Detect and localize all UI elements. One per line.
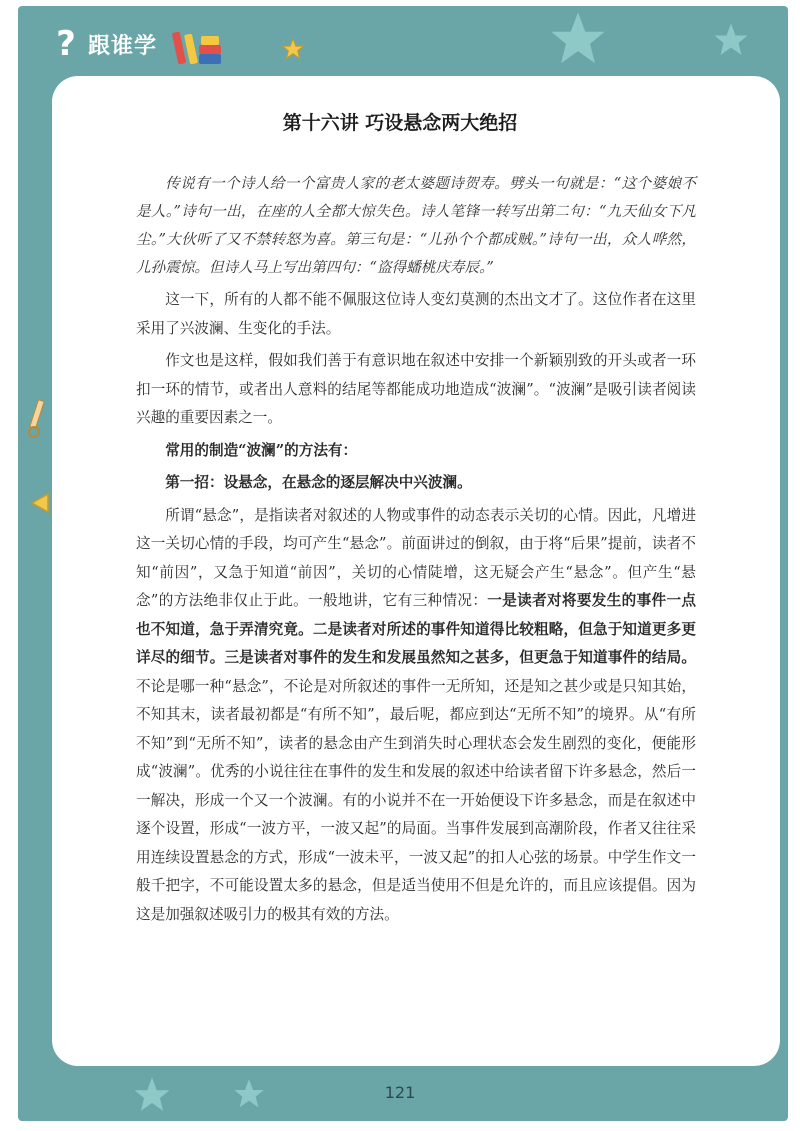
paragraph: 作文也是这样，假如我们善于有意识地在叙述中安排一个新颖别致的开头或者一环扣一环的情节，或者出人意料的结尾等都能成功地造成“波澜”。“波澜”是吸引读者阅读兴趣的重要因素之一。 — [136, 352, 696, 426]
paragraph-intro: 传说有一个诗人给一个富贵人家的老太婆题诗贺寿。劈头一句就是：“这个婆娘不是人。”诗句一出，在座的人全都大惊失色。诗人笔锋一转写出第二句：“九天仙女下凡尘。”大伙听了又不禁转怒为喜。第三句是：“儿孙个个都成贼。”诗句一出，众人哗然，儿孙震惊。但诗人马上写出第四句：“盗得蟠桃庆寿辰。” — [136, 175, 696, 276]
star-icon — [548, 10, 608, 68]
brand-logo — [50, 22, 225, 66]
paragraph-part: 所谓“悬念”，是指读者对叙述的人物或事件的动态表示关切的心情。因此，凡增进这一关切心情的手段，均可产生“悬念”。前面讲过的倒叙，由于将“后果”提前，读者不知“前因”，又急于知道“前因”，关切的心情陡增，这无疑会产生“悬念”。但产生“悬念”的方法绝非仅止于此。一般地讲，它有三种情况： — [136, 506, 696, 609]
books-icon — [171, 24, 225, 64]
question-mark-icon: ? — [56, 24, 76, 64]
pencil-icon — [26, 398, 48, 440]
triangle-icon — [30, 492, 50, 514]
article-body — [136, 170, 696, 929]
page-number: 121 — [384, 1083, 416, 1102]
section-heading: 常用的制造“波澜”的方法有： — [165, 441, 358, 459]
emphasis-text: 一是读者对将要发生的事件一点也不知道，急于弄清究竟。二是读者对所述的事件知道得比较粗略，但急于知道更多更详尽的细节。三是读者对事件的发生和发展虽然知之甚多，但更急于知道事件的结局。 — [136, 592, 696, 666]
star-icon — [712, 22, 750, 58]
paragraph: 这一下，所有的人都不能不佩服这位诗人变幻莫测的杰出文才了。这位作者在这里采用了兴波澜、生变化的手法。 — [136, 291, 696, 337]
page-title: 第十六讲 巧设悬念两大绝招 — [282, 112, 518, 134]
paragraph — [136, 502, 696, 930]
star-icon — [282, 38, 304, 60]
method-heading: 第一招：设悬念，在悬念的逐层解决中兴波澜。 — [165, 474, 472, 491]
brand-name: 跟谁学 — [88, 33, 158, 59]
paragraph-part: 不论是哪一种“悬念”，不论是对所叙述的事件一无所知，还是知之甚少或是只知其始，不知其末，读者最初都是“有所不知”，最后呢，都应到达“无所不知”的境界。从“有所不知”到“无所不知”，读者的悬念由产生到消失时心理状态会发生剧烈的变化，便能形成“波澜”。优秀的小说往往在事件的发生和发展的叙述中给读者留下许多悬念，然后一一解决，形成一个又一个波澜。有的小说并不在一开始便设下许多悬念，而是在叙述中逐个设置，形成“一波方平，一波又起”的局面。当事件发展到高潮阶段，作者又往往采用连续设置悬念的方式，形成“一波未平，一波又起”的扣人心弦的场景。中学生作文一般千把字，不可能设置太多的悬念，但是适当使用不但是允许的，而且应该提倡。因为这是加强叙述吸引力的极其有效的方法。 — [136, 677, 696, 923]
